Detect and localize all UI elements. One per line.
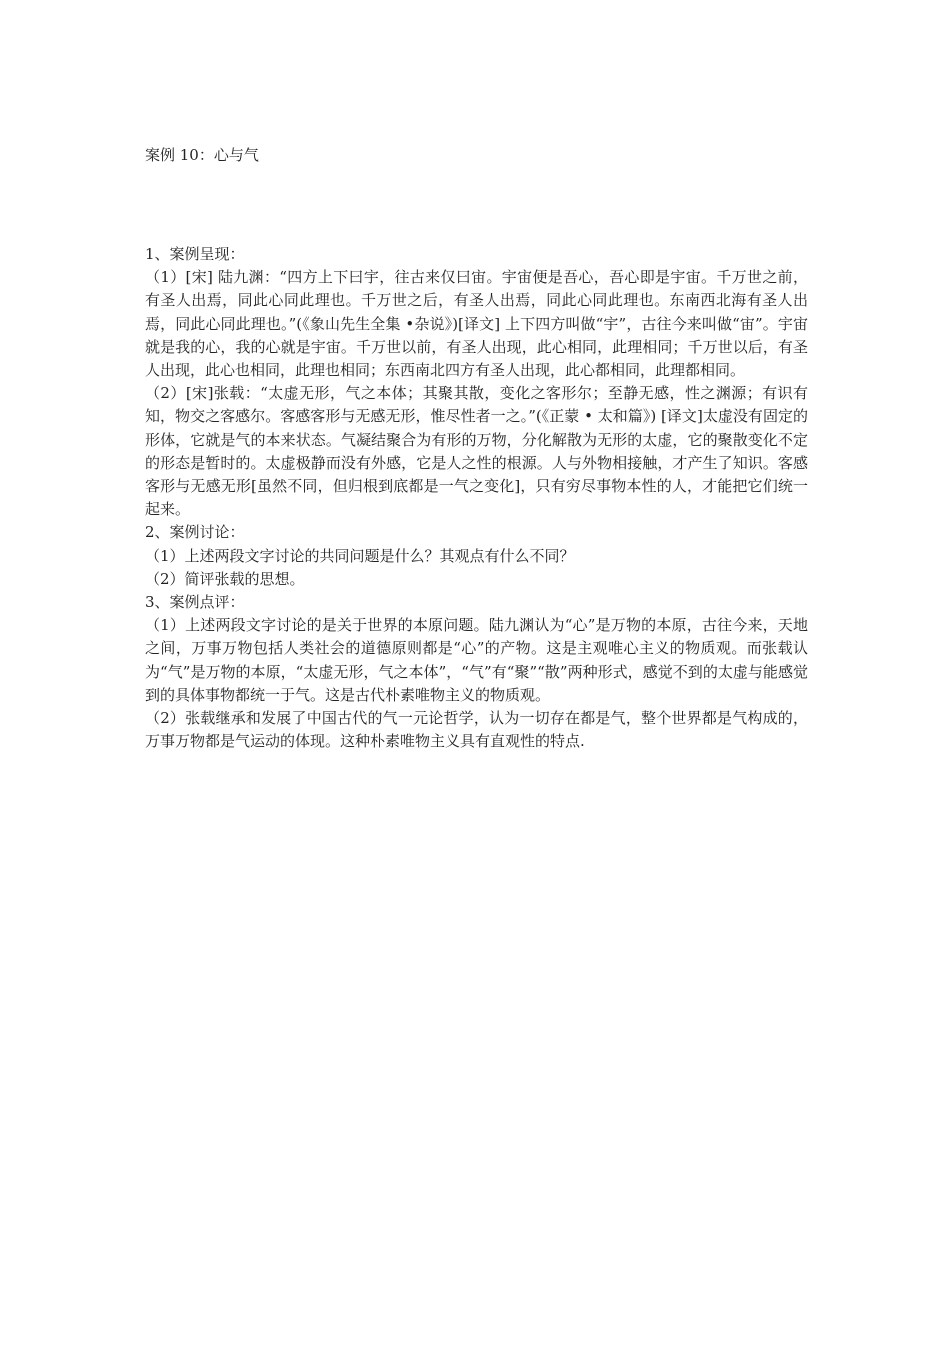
section-heading-discussion: 2、案例讨论： xyxy=(145,523,245,542)
section-heading-presentation: 1、案例呈现： xyxy=(145,245,245,263)
section-heading-commentary: 3、案例点评： xyxy=(145,593,245,612)
commentary-paragraph-2: （2）张载继承和发展了中国古代的气一元论哲学，认为一切存在都是气，整个世界都是气构成的，万事万物都是气运动的体现。这种朴素唯物主义具有直观性的特点. xyxy=(145,709,808,751)
document-body xyxy=(145,243,808,753)
document-title: 案例 10：心与气 xyxy=(145,146,259,164)
paragraph-lu-jiuyuan: （1）[宋] 陆九渊：“四方上下曰宇，往古来仅曰宙。宇宙便是吾心，吾心即是宇宙。千万世之前，有圣人出焉，同此心同此理也。千万世之后，有圣人出焉，同此心同此理也。东南西北海有圣人出焉，同此心同此理也。”(《象山先生全集 •杂说》)[译文] 上下四方叫做“宇”，古往今来叫做“宙”。宇宙就是我的心，我的心就是宇宙。千万世以前，有圣人出现，此心相同，此理相同；千万世以后，有圣人出现，此心也相同，此理也相同；东西南北四方有圣人出现，此心都相同，此理都相同。 xyxy=(145,268,808,380)
discussion-question-2: （2）简评张载的思想。 xyxy=(145,569,305,588)
commentary-paragraph-1: （1）上述两段文字讨论的是关于世界的本原问题。陆九渊认为“心”是万物的本原，古往今来，天地之间，万事万物包括人类社会的道德原则都是“心”的产物。这是主观唯心主义的物质观。而张载认为“气”是万物的本原，“太虚无形，气之本体”，“气”有“聚”“散”两种形式，感觉不到的太虚与能感觉到的具体事物都统一于气。这是古代朴素唯物主义的物质观。 xyxy=(145,616,808,704)
discussion-question-1: （1）上述两段文字讨论的共同问题是什么？其观点有什么不同？ xyxy=(145,546,575,565)
paragraph-zhang-zai: （2）[宋]张载：“太虚无形，气之本体；其聚其散，变化之客形尔；至静无感，性之渊源；有识有知，物交之客感尔。客感客形与无感无形，惟尽性者一之。”(《正蒙 • 太和篇》) [译文]太虚没有固定的形体，它就是气的本来状态。气凝结聚合为有形的万物，分化解散为无形的太虚，它的聚散变化不定的形态是暂时的。太虚极静而没有外感，它是人之性的根源。人与外物相接触，才产生了知识。客感客形与无感无形[虽然不同，但归根到底都是一气之变化]，只有穷尽事物本性的人，才能把它们统一起来。 xyxy=(145,384,808,519)
